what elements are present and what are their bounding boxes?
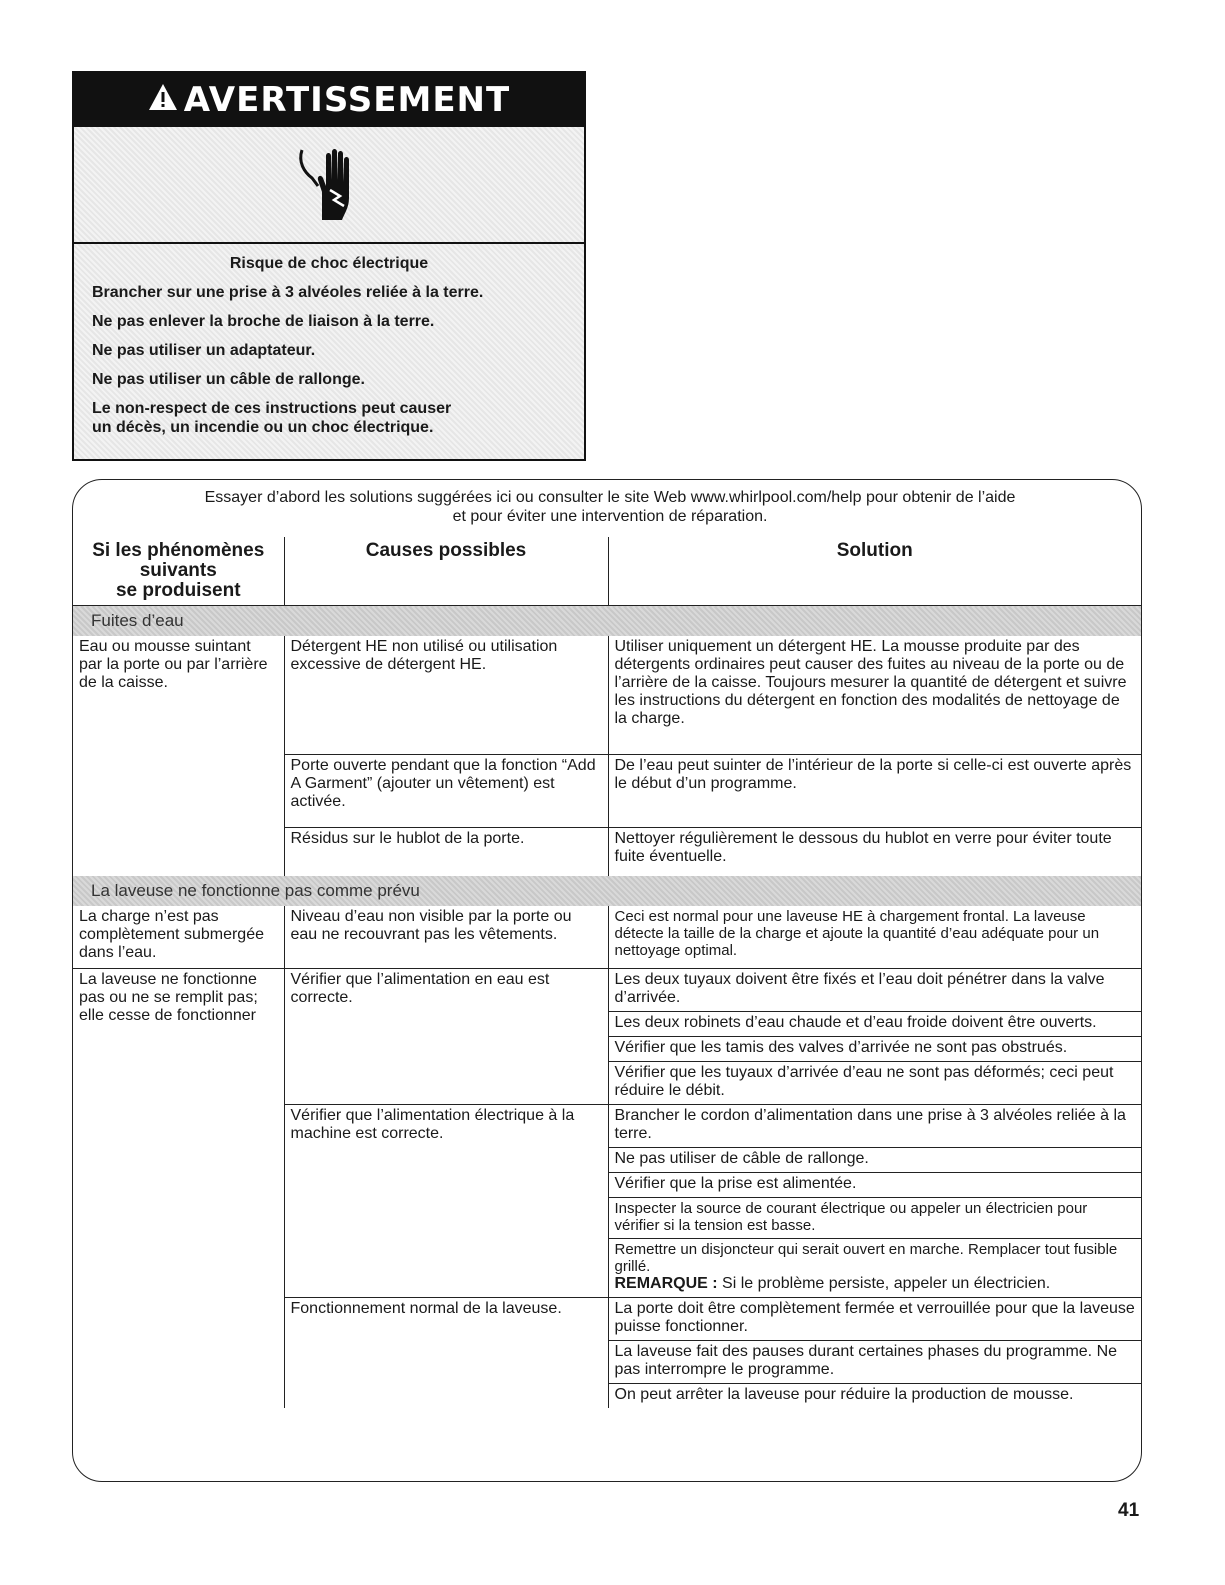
cause-cell: Vérifier que l’alimentation électrique à la machine est correcte. <box>284 1105 608 1298</box>
cause-cell: Niveau d’eau non visible par la porte ou eau ne recouvrant pas les vêtements. <box>284 906 608 969</box>
header-symptoms-line: se produisent <box>115 580 241 601</box>
warning-header-text: AVERTISSEMENT <box>183 80 511 120</box>
table-header-row <box>73 537 1141 606</box>
warning-header <box>74 73 584 127</box>
intro-line: et pour éviter une intervention de réparation. <box>452 508 768 525</box>
page-number: 41 <box>1118 1500 1140 1521</box>
solution-cell: Brancher le cordon d’alimentation dans une prise à 3 alvéoles reliée à la terre. <box>608 1105 1141 1148</box>
electric-shock-hand-icon <box>294 142 364 227</box>
header-symptoms-line: suivants <box>139 560 217 581</box>
solution-cell: Les deux tuyaux doivent être fixés et l’eau doit pénétrer dans la valve d’arrivée. <box>608 969 1141 1012</box>
warning-consequence-line: un décès, un incendie ou un choc électrique. <box>92 419 434 436</box>
warning-line: Ne pas utiliser un adaptateur. <box>92 342 316 359</box>
warning-triangle-icon <box>148 80 178 120</box>
solution-cell: Ceci est normal pour une laveuse HE à chargement frontal. La laveuse détecte la taille de la charge et ajoute la quantité d’eau adéquate pour un nettoyage optimal. <box>614 908 1100 959</box>
section-title: Fuites d’eau <box>73 606 1141 637</box>
solution-cell: Ne pas utiliser de câble de rallonge. <box>608 1148 1141 1173</box>
section-header <box>73 876 1141 906</box>
symptom-cell: La charge n’est pas complètement submergée dans l’eau. <box>73 906 284 969</box>
header-symptoms-line: Si les phénomènes <box>92 540 265 561</box>
solution-cell: Vérifier que les tuyaux d’arrivée d’eau ne sont pas déformés; ceci peut réduire le débit. <box>608 1062 1141 1105</box>
solution-cell: La porte doit être complètement fermée et verrouillée pour que la laveuse puisse fonctionner. <box>608 1298 1141 1341</box>
header-symptoms <box>73 537 284 606</box>
warning-line: Ne pas enlever la broche de liaison à la terre. <box>92 313 435 330</box>
table-row <box>73 906 1141 969</box>
solution-cell: La laveuse fait des pauses durant certaines phases du programme. Ne pas interrompre le programme. <box>608 1341 1141 1384</box>
solution-cell: On peut arrêter la laveuse pour réduire la production de mousse. <box>608 1384 1141 1409</box>
warning-title: Risque de choc électrique <box>229 255 429 272</box>
note-text: Si le problème persiste, appeler un électricien. <box>717 1275 1051 1292</box>
troubleshooting-table <box>73 537 1141 1408</box>
section-header <box>73 606 1141 637</box>
intro-text <box>100 488 1120 526</box>
intro-line: Essayer d’abord les solutions suggérées ici ou consulter le site Web www.whirlpool.com/help pour obtenir de l’aide <box>204 489 1016 506</box>
cause-cell: Résidus sur le hublot de la porte. <box>284 828 608 877</box>
symptom-cell: Eau ou mousse suintant par la porte ou par l’arrière de la caisse. <box>73 636 284 876</box>
solution-cell <box>608 1239 1141 1298</box>
symptom-cell: La laveuse ne fonctionne pas ou ne se remplit pas; elle cesse de fonctionner <box>73 969 284 1409</box>
cause-cell: Fonctionnement normal de la laveuse. <box>284 1298 608 1409</box>
solution-cell: Nettoyer régulièrement le dessous du hublot en verre pour éviter toute fuite éventuelle. <box>608 828 1141 877</box>
section-title: La laveuse ne fonctionne pas comme prévu <box>73 876 1141 906</box>
solution-cell: Utiliser uniquement un détergent HE. La mousse produite par des détergents ordinaires peut causer des fuites au niveau de la porte ou de l’arrière de la caisse. Toujours mesurer la quantité de détergent et suivre les instructions du détergent en fonction des modalités de nettoyage de la charge. <box>614 638 1127 727</box>
header-causes: Causes possibles <box>284 537 608 606</box>
cause-cell: Porte ouverte pendant que la fonction “Add A Garment” (ajouter un vêtement) est activée. <box>284 755 608 828</box>
cause-cell: Détergent HE non utilisé ou utilisation excessive de détergent HE. <box>284 636 608 755</box>
solution-cell: Inspecter la source de courant électrique ou appeler un électricien pour vérifier si la tension est basse. <box>608 1198 1141 1239</box>
header-solution: Solution <box>608 537 1141 606</box>
warning-line: Brancher sur une prise à 3 alvéoles reliée à la terre. <box>92 284 484 301</box>
note <box>615 1275 1136 1293</box>
note-label: REMARQUE : <box>614 1275 718 1292</box>
warning-box <box>72 71 586 461</box>
table-row <box>73 636 1141 755</box>
warning-consequence-line: Le non-respect de ces instructions peut causer <box>92 400 452 417</box>
solution-text: Remettre un disjoncteur qui serait ouvert en marche. Remplacer tout fusible grillé. <box>614 1241 1118 1275</box>
solution-cell: De l’eau peut suinter de l’intérieur de la porte si celle-ci est ouverte après le début d’un programme. <box>608 755 1141 828</box>
table-row <box>73 969 1141 1012</box>
solution-cell: Les deux robinets d’eau chaude et d’eau froide doivent être ouverts. <box>608 1012 1141 1037</box>
warning-consequence <box>92 399 566 437</box>
solution-cell: Vérifier que les tamis des valves d’arrivée ne sont pas obstrués. <box>608 1037 1141 1062</box>
warning-line: Ne pas utiliser un câble de rallonge. <box>92 371 365 388</box>
solution-cell: Vérifier que la prise est alimentée. <box>608 1173 1141 1198</box>
cause-cell: Vérifier que l’alimentation en eau est correcte. <box>284 969 608 1105</box>
